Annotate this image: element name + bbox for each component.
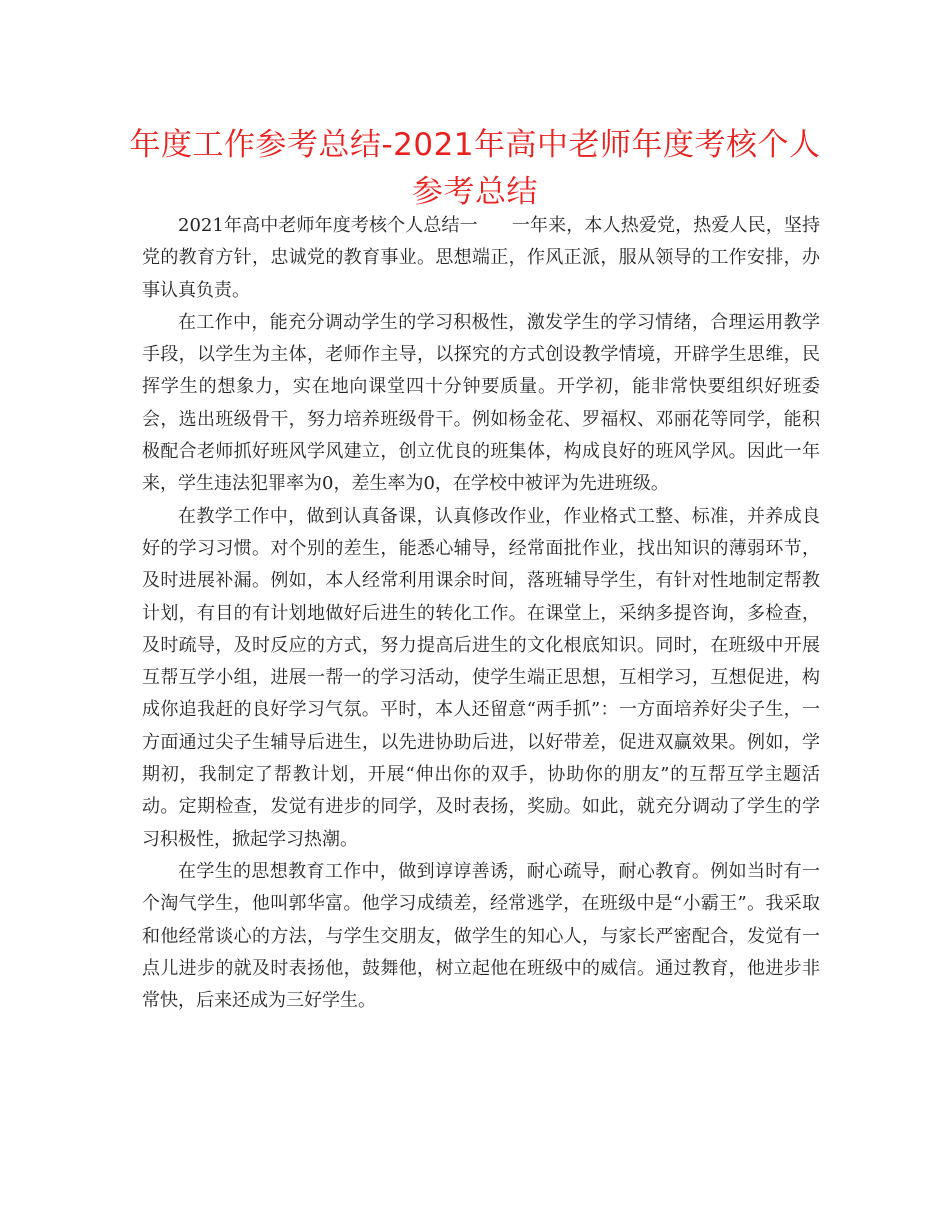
paragraph-3: 在教学工作中，做到认真备课，认真修改作业，作业格式工整、标准，并养成良好的学习习惯。对个别的差生，能悉心辅导，经常面批作业，找出知识的薄弱环节，及时进展补漏。例如，本人经常利用课余时间，落班辅导学生，有针对性地制定帮教计划，有目的有计划地做好后进生的转化工作。在课堂上，采纳多提咨询，多检查，及时疏导，及时反应的方式，努力提高后进生的文化根底知识。同时，在班级中开展互帮互学小组，进展一帮一的学习活动，使学生端正思想，互相学习，互想促进，构成你追我赶的良好学习气氛。平时，本人还留意“两手抓”：一方面培养好尖子生，一方面通过尖子生辅导后进生，以先进协助后进，以好带差，促进双赢效果。例如，学期初，我制定了帮教计划，开展“伸出你的双手，协助你的朋友”的互帮互学主题活动。定期检查，发觉有进步的同学，及时表扬，奖励。如此，就充分调动了学生的学习积极性，掀起学习热潮。 bbox=[142, 505, 820, 850]
paragraph-1 bbox=[142, 210, 820, 307]
intro-heading: 2021年高中老师年度考核个人总结一 bbox=[178, 215, 478, 236]
document-body bbox=[142, 210, 820, 1017]
paragraph-4: 在学生的思想教育工作中，做到谆谆善诱，耐心疏导，耐心教育。例如当时有一个淘气学生，他叫郭华富。他学习成绩差，经常逃学，在班级中是“小霸王”。我采取和他经常谈心的方法，与学生交朋友，做学生的知心人，与家长严密配合，发觉有一点儿进步的就及时表扬他，鼓舞他，树立起他在班级中的威信。通过教育，他进步非常快，后来还成为三好学生。 bbox=[142, 860, 820, 1012]
paragraph-1-text: 一年来，本人热爱党，热爱人民，坚持党的教育方针，忠诚党的教育事业。思想端正，作风正派，服从领导的工作安排，办事认真负责。 bbox=[142, 215, 821, 301]
document-title: 年度工作参考总结-2021年高中老师年度考核个人参考总结 bbox=[129, 127, 821, 210]
paragraph-2: 在工作中，能充分调动学生的学习积极性，激发学生的学习情绪，合理运用教学手段，以学生为主体，老师作主导，以探究的方式创设教学情境，开辟学生思维，民挥学生的想象力，实在地向课堂四十分钟要质量。开学初，能非常快要组织好班委会，选出班级骨干，努力培养班级骨干。例如杨金花、罗福权、邓丽花等同学，能积极配合老师抓好班风学风建立，创立优良的班集体，构成良好的班风学风。因此一年来，学生违法犯罪率为0，差生率为0，在学校中被评为先进班级。 bbox=[142, 311, 820, 495]
